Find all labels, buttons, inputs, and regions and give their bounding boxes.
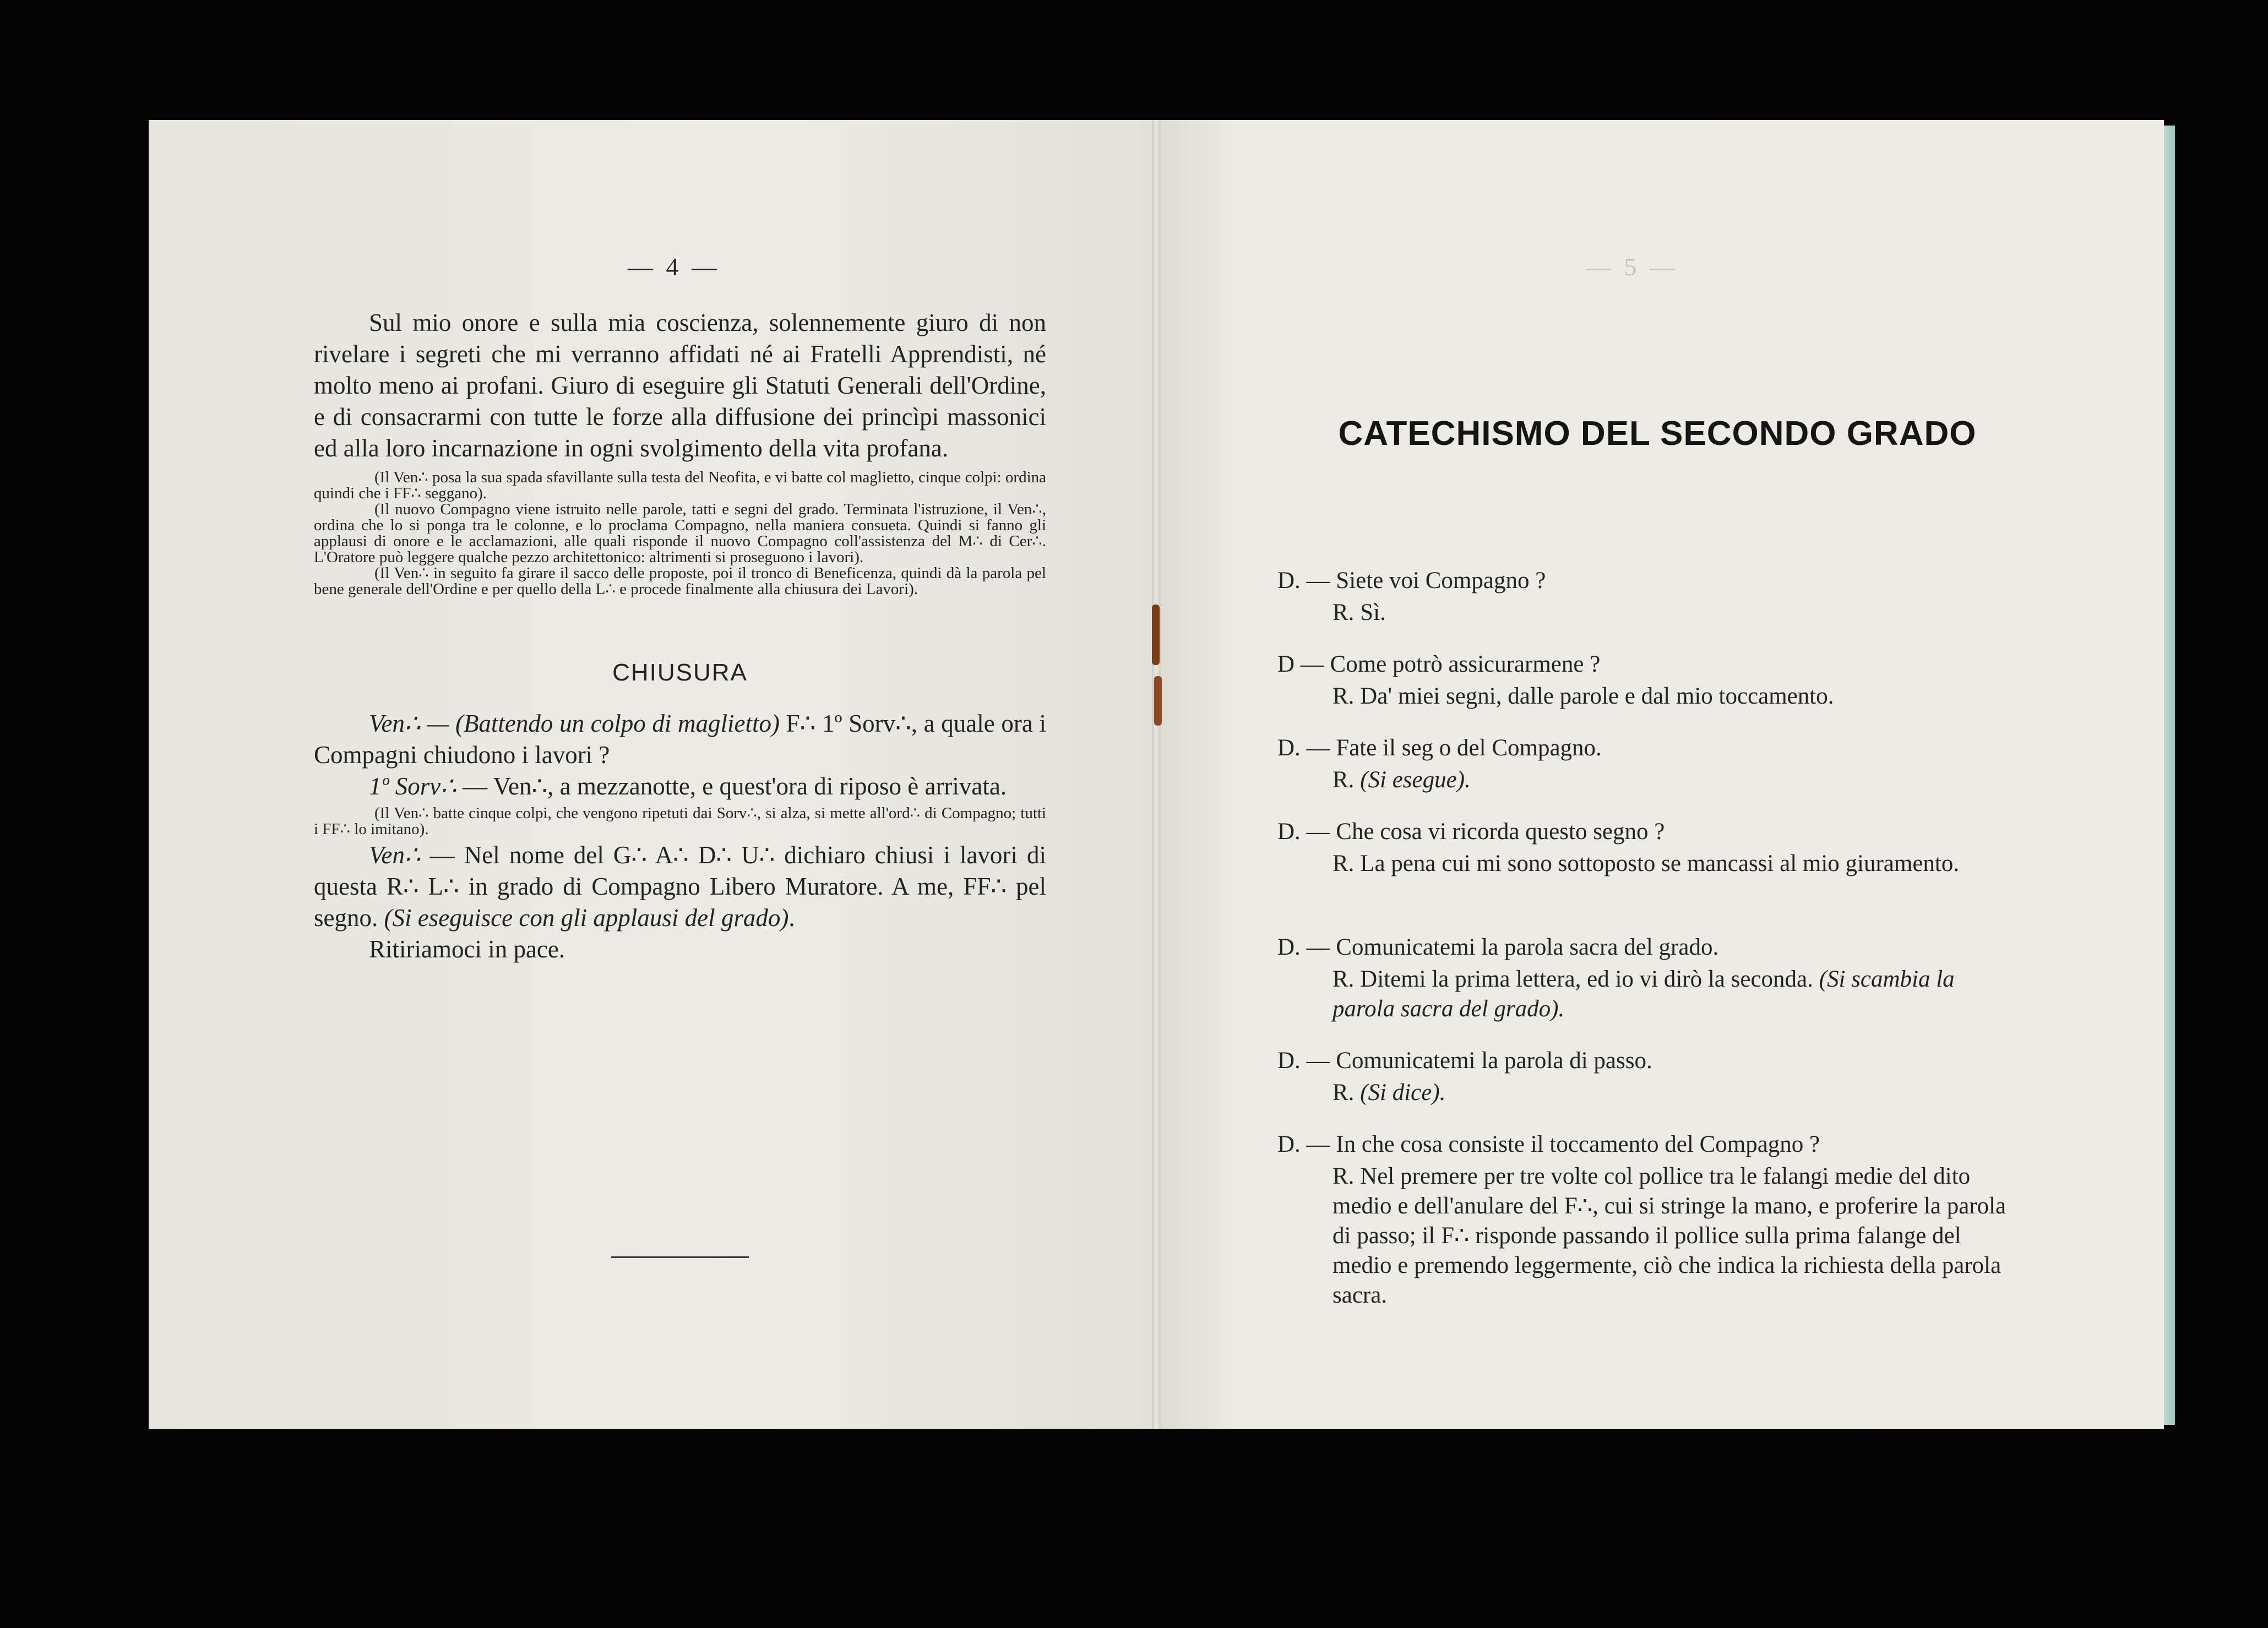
- booklet-edge: [2164, 126, 2175, 1425]
- catechism-title: CATECHISMO DEL SECONDO GRADO: [1338, 415, 1977, 453]
- answer: R. La pena cui mi sono sottoposto se mancassi al mio giuramento.: [1332, 851, 1960, 876]
- qa-block: [1277, 566, 2015, 628]
- stage-direction: (Si eseguisce con gli applausi del grado): [384, 904, 789, 932]
- booklet-spine: [1152, 120, 1161, 1429]
- oath-paragraph: Sul mio onore e sulla mia coscienza, solennemente giuro di non rivelare i segreti che mi verranno affidati né ai Fratelli Apprendisti, né molto meno ai profani. Giuro di eseguire gli Statuti Generali dell'Ordine, e di consacrarmi con tutte le forze alla diffusione dei princìpi massonici ed alla loro incarnazione in ogni svolgimento della vita profana.: [314, 309, 1046, 462]
- speaker: 1º Sorv∴: [369, 772, 456, 800]
- answer: R. Sì.: [1332, 600, 1386, 625]
- question: D. — Comunicatemi la parola di passo.: [1277, 1048, 1652, 1074]
- staple-top: [1152, 605, 1160, 665]
- left-page-text: [314, 307, 1046, 965]
- stage-note: (Il nuovo Compagno viene istruito nelle parole, tatti e segni del grado. Terminata l'istruzione, il Ven∴, ordina che lo si ponga tra le colonne, e lo proclama Compagno, nella maniera consueta. Quindi si fanno gli applausi di onore e le acclamazioni, alle quali risponde il nuovo Compagno coll'assistenza del M∴ di Cer∴. L'Oratore può leggere qualche pezzo architettonico: altrimenti si proseguono i lavori).: [314, 500, 1046, 566]
- qa-block: [1277, 933, 2015, 1024]
- stage-note: (Il Ven∴ posa la sua spada sfavillante sulla testa del Neofita, e vi batte col maglietto, cinque colpi: ordina quindi che i FF∴ seggano).: [314, 469, 1046, 502]
- stage-note: (Il Ven∴ in seguito fa girare il sacco delle proposte, poi il tronco di Beneficenza, quindi dà la parola pel bene generale dell'Ordine e per quello della L∴ e procede finalmente alla chiusura dei Lavori).: [314, 564, 1046, 598]
- punctuation: .: [788, 904, 795, 932]
- dialogue-text: — Ven∴, a mezzanotte, e quest'ora di riposo è arrivata.: [456, 772, 1007, 800]
- answer: R. Ditemi la prima lettera, ed io vi dirò la seconda. (Si scambia la parola sacra del grado).: [1332, 966, 1955, 1022]
- question: D — Come potrò assicurarmene ?: [1277, 651, 1601, 677]
- qa-block: [1277, 1046, 2015, 1108]
- qa-block: [1277, 650, 2015, 711]
- qa-block: [1277, 733, 2015, 795]
- dialogue-text: — Nel nome del G∴ A∴ D∴ U∴ dichiaro chiusi i lavori di questa R∴ L∴ in grado di Compagno Libero Muratore. A me, FF∴ pel segno.: [314, 841, 1046, 932]
- answer: R. Da' miei segni, dalle parole e dal mio toccamento.: [1332, 683, 1834, 709]
- closing-paragraph-2: [314, 771, 1046, 802]
- staple-bottom: [1154, 676, 1162, 726]
- question: D. — Fate il seg o del Compagno.: [1277, 735, 1602, 761]
- closing-note: [314, 805, 1046, 837]
- closing-paragraph-1: [314, 708, 1046, 771]
- closing-final-line: Ritiriamoci in pace.: [369, 935, 565, 963]
- dialogue-text: F∴ 1º Sorv∴, a quale ora i Compagni chiudono i lavori ?: [314, 710, 1047, 769]
- page-number-right: — 5 —: [1586, 253, 1678, 281]
- answer: R. (Si dice).: [1332, 1080, 1446, 1106]
- speaker: Ven∴: [369, 841, 421, 869]
- page-number-left: — 4 —: [628, 253, 720, 281]
- section-title-chiusura: CHIUSURA: [612, 659, 748, 686]
- stage-direction: (Battendo un colpo di maglietto): [455, 710, 780, 737]
- stage-notes: [314, 470, 1046, 597]
- stage-note: (Il Ven∴ batte cinque colpi, che vengono ripetuti dai Sorv∴, si alza, si mette all'ord∴ di Compagno; tutti i FF∴ lo imitano).: [314, 804, 1046, 838]
- answer: R. Nel premere per tre volte col pollice tra le falangi medie del dito medio e dell'anulare del F∴, cui si stringe la mano, e proferire la parola di passo; il F∴ risponde passando il pollice sulla prima falange del medio e premendo leggermente, ciò che indica la richiesta della parola sacra.: [1332, 1163, 2006, 1308]
- question: D. — Siete voi Compagno ?: [1277, 568, 1546, 594]
- qa-block: [1277, 817, 2015, 879]
- qa-block: [1277, 1130, 2015, 1310]
- question: D. — Comunicatemi la parola sacra del grado.: [1277, 934, 1719, 960]
- answer: R. (Si esegue).: [1332, 767, 1471, 793]
- question: D. — Che cosa vi ricorda questo segno ?: [1277, 819, 1665, 845]
- speaker: Ven∴ —: [369, 710, 449, 737]
- end-rule: [611, 1256, 749, 1258]
- closing-paragraph-3: [314, 840, 1046, 934]
- question: D. — In che cosa consiste il toccamento del Compagno ?: [1277, 1131, 1820, 1157]
